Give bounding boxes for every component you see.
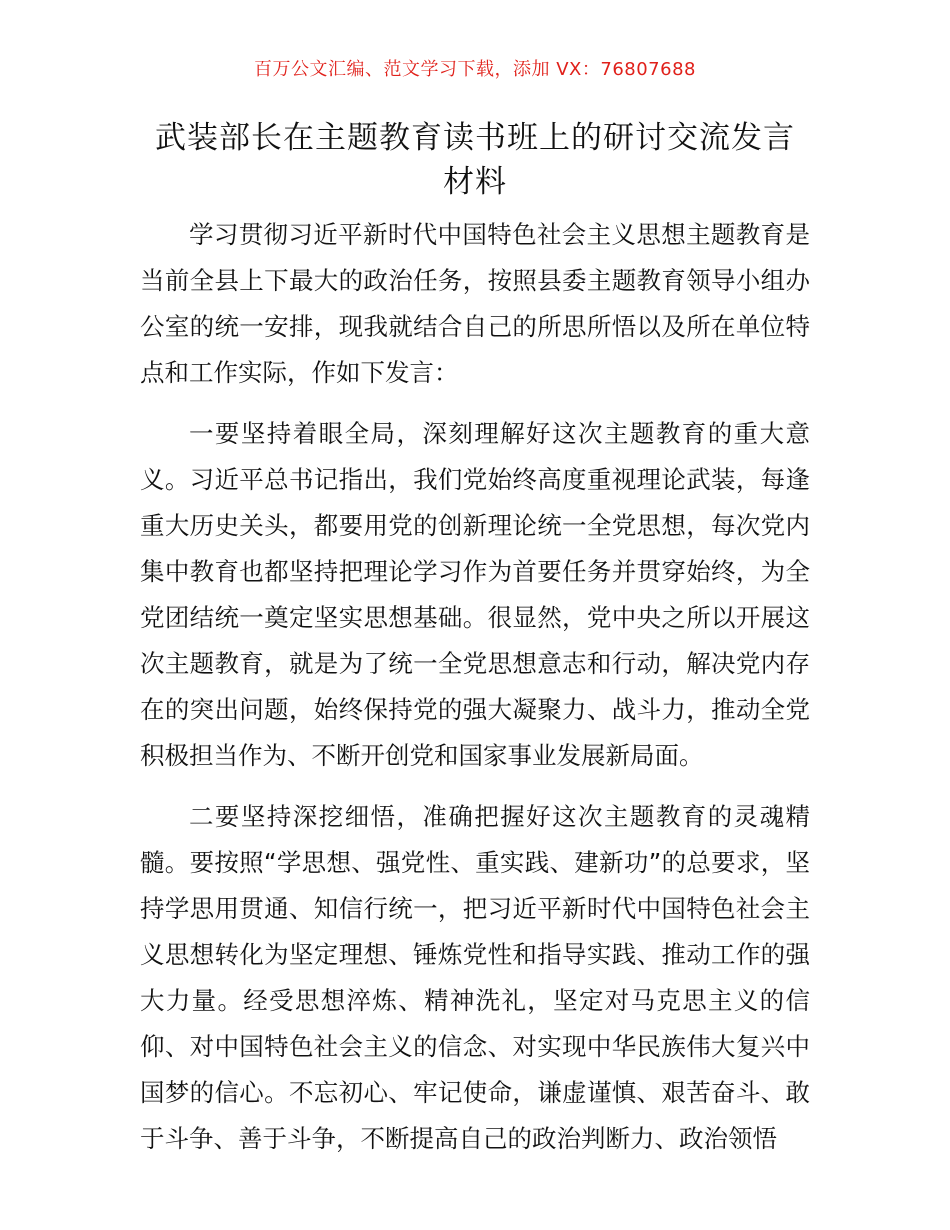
document-body <box>140 212 810 1177</box>
paragraph-point-two: 二要坚持深挖细悟，准确把握好这次主题教育的灵魂精髓。要按照“学思想、强党性、重实践、建新功”的总要求，坚持学思用贯通、知信行统一，把习近平新时代中国特色社会主义思想转化为坚定理想、锤炼党性和指导实践、推动工作的强大力量。经受思想淬炼、精神洗礼，坚定对马克思主义的信仰、对中国特色社会主义的信念、对实现中华民族伟大复兴中国梦的信心。不忘初心、牢记使命，谦虚谨慎、艰苦奋斗、敢于斗争、善于斗争，不断提高自己的政治判断力、政治领悟 <box>140 802 810 1153</box>
paragraph-point-one: 一要坚持着眼全局，深刻理解好这次主题教育的重大意义。习近平总书记指出，我们党始终高度重视理论武装，每逢重大历史关头，都要用党的创新理论统一全党思想，每次党内集中教育也都坚持把理论学习作为首要任务并贯穿始终，为全党团结统一奠定坚实思想基础。很显然，党中央之所以开展这次主题教育，就是为了统一全党思想意志和行动，解决党内存在的突出问题，始终保持党的强大凝聚力、战斗力，推动全党积极担当作为、不断开创党和国家事业发展新局面。 <box>140 419 810 770</box>
paragraph-intro: 学习贯彻习近平新时代中国特色社会主义思想主题教育是当前全县上下最大的政治任务，按照县委主题教育领导小组办公室的统一安排，现我就结合自己的所思所悟以及所在单位特点和工作实际，作如下发言： <box>140 220 810 387</box>
document-title: 武装部长在主题教育读书班上的研讨交流发言材料 <box>155 120 795 200</box>
header-contact-note: 百万公文汇编、范文学习下载，添加 VX：76807688 <box>254 59 696 80</box>
